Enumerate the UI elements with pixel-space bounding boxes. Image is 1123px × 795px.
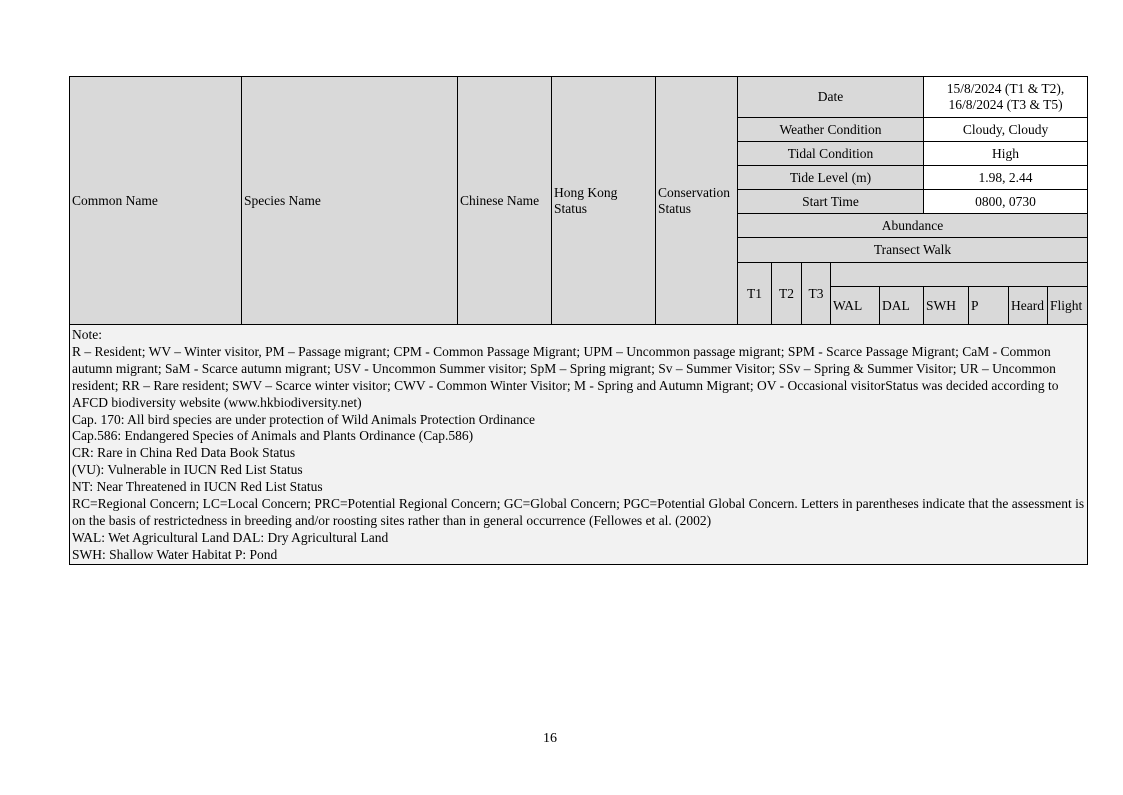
tide-level-label: Tide Level (m) bbox=[738, 166, 924, 190]
date-value: 15/8/2024 (T1 & T2), 16/8/2024 (T3 & T5) bbox=[924, 77, 1088, 118]
note-heading: Note: bbox=[72, 327, 102, 342]
bird-survey-table bbox=[69, 76, 1088, 565]
header-species-name: Species Name bbox=[242, 77, 458, 325]
start-time-value: 0800, 0730 bbox=[924, 190, 1088, 214]
note-cr: CR: Rare in China Red Data Book Status bbox=[72, 445, 296, 461]
notes-section bbox=[70, 325, 1088, 565]
note-nt: NT: Near Threatened in IUCN Red List Status bbox=[72, 479, 323, 495]
transect-col-t2: T2 bbox=[772, 263, 802, 325]
tide-level-value: 1.98, 2.44 bbox=[924, 166, 1088, 190]
header-chinese-name: Chinese Name bbox=[458, 77, 552, 325]
tidal-condition-value: High bbox=[924, 142, 1088, 166]
habitat-col-heard: Heard bbox=[1009, 287, 1048, 325]
habitat-col-dal: DAL bbox=[880, 287, 924, 325]
habitat-col-flight: Flight bbox=[1048, 287, 1088, 325]
habitat-group-header bbox=[831, 263, 1088, 287]
tidal-condition-label: Tidal Condition bbox=[738, 142, 924, 166]
note-vu: (VU): Vulnerable in IUCN Red List Status bbox=[72, 462, 303, 478]
note-wal-dal: WAL: Wet Agricultural Land DAL: Dry Agricultural Land bbox=[72, 529, 389, 545]
header-conservation-status: Conservation Status bbox=[656, 77, 738, 325]
weather-condition-label: Weather Condition bbox=[738, 118, 924, 142]
header-common-name: Common Name bbox=[70, 77, 242, 325]
note-cap586: Cap.586: Endangered Species of Animals and Plants Ordinance (Cap.586) bbox=[72, 428, 474, 444]
transect-col-t1: T1 bbox=[738, 263, 772, 325]
weather-condition-value: Cloudy, Cloudy bbox=[924, 118, 1088, 142]
page-number: 16 bbox=[543, 731, 557, 746]
header-hong-kong-status: Hong Kong Status bbox=[552, 77, 656, 325]
habitat-col-wal: WAL bbox=[831, 287, 880, 325]
note-concern-codes: RC=Regional Concern; LC=Local Concern; PRC=Potential Regional Concern; GC=Global Concern; PGC=Potential Global Concern. Letters in parentheses indicate that the assessment is on the basis of restrictedness in breeding and/or roosting sites rather than in general occurrence (Fellowes et al. (2002) bbox=[72, 496, 1085, 528]
date-label: Date bbox=[738, 77, 924, 118]
note-swh-p: SWH: Shallow Water Habitat P: Pond bbox=[72, 546, 278, 562]
note-cap170: Cap. 170: All bird species are under protection of Wild Animals Protection Ordinance bbox=[72, 411, 535, 427]
habitat-col-swh: SWH bbox=[924, 287, 969, 325]
transect-walk-label: Transect Walk bbox=[738, 238, 1088, 263]
start-time-label: Start Time bbox=[738, 190, 924, 214]
note-status-codes: R – Resident; WV – Winter visitor, PM – Passage migrant; CPM - Common Passage Migrant; UPM – Uncommon passage migrant; SPM - Scarce Passage Migrant; CaM - Common autumn migrant; SaM - Scarce autumn migrant; USV - Uncommon Summer visitor; SpM – Spring migrant; Sv – Summer Visitor; SSv – Spring & Summer Visitor; UR – Uncommon resident; RR – Rare resident; SWV – Scarce winter visitor; CWV - Common Winter Visitor; M - Spring and Autumn Migrant; OV - Occasional visitorStatus was decided according to AFCD biodiversity website (www.hkbiodiversity.net) bbox=[72, 343, 1059, 410]
transect-col-t3: T3 bbox=[802, 263, 831, 325]
habitat-col-p: P bbox=[969, 287, 1009, 325]
abundance-label: Abundance bbox=[738, 214, 1088, 238]
